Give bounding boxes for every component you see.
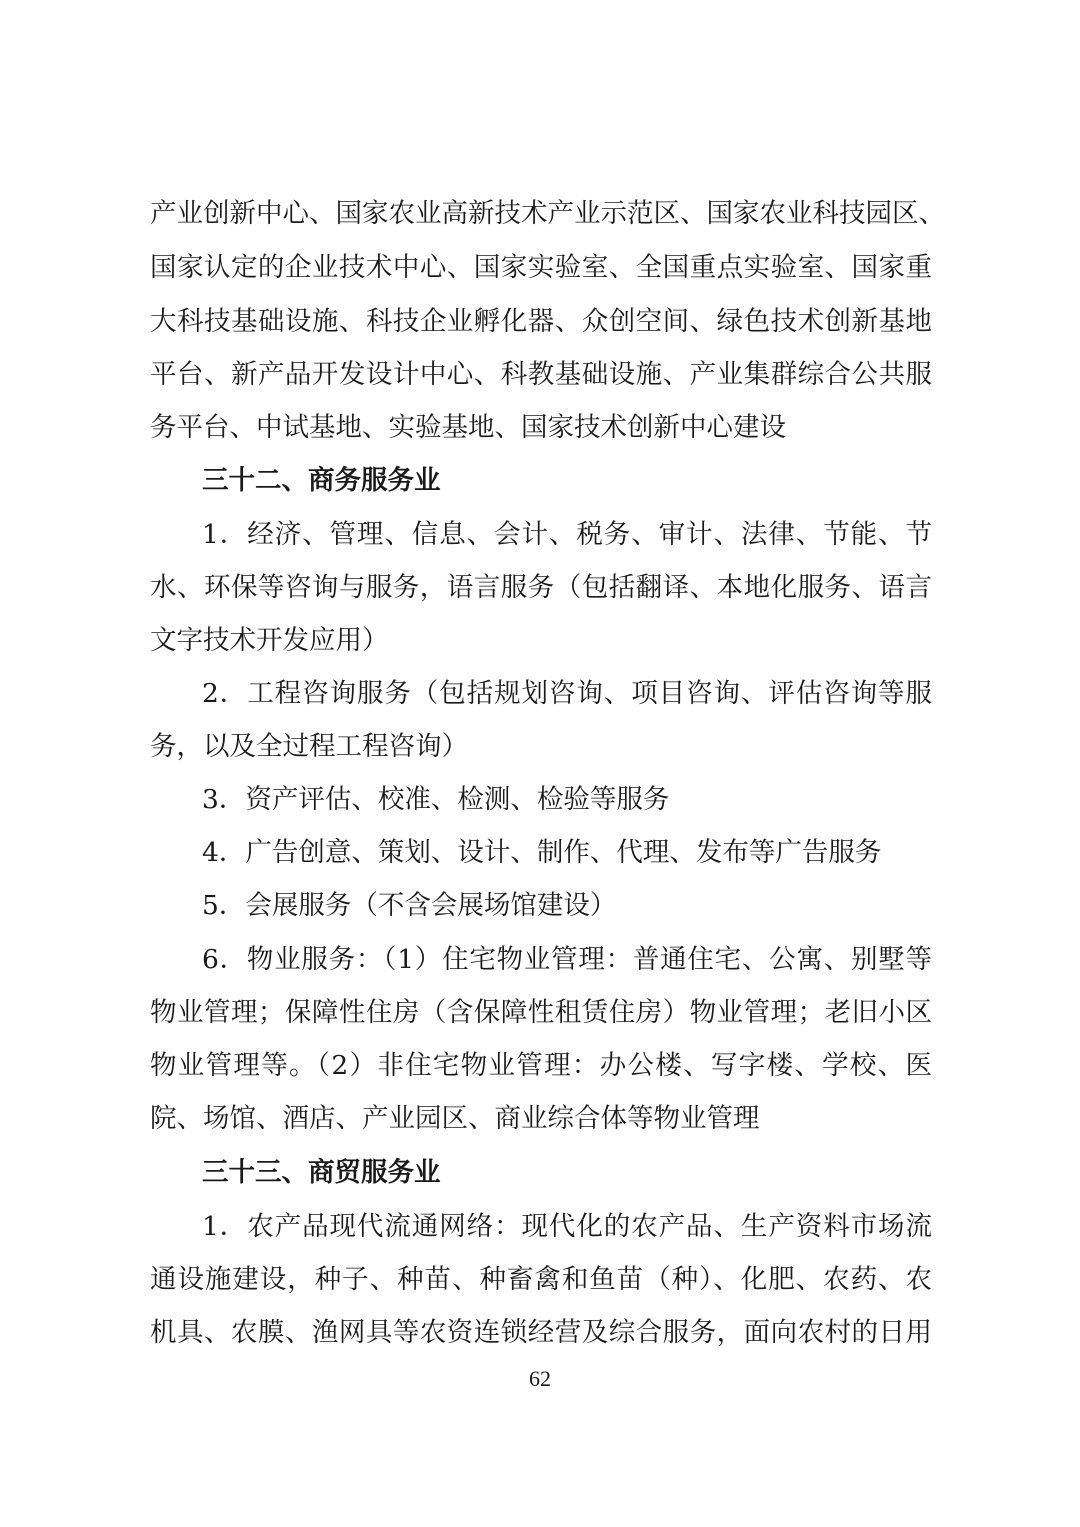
list-item-line: 4．广告创意、策划、设计、制作、代理、发布等广告服务: [202, 837, 882, 868]
text-line: 平台、新产品开发设计中心、科教基础设施、产业集群综合公共服: [150, 359, 932, 390]
list-item-line: 2．工程咨询服务（包括规划咨询、项目咨询、评估咨询等服: [202, 678, 932, 709]
list-item-line: 3．资产评估、校准、检测、检验等服务: [202, 784, 670, 815]
list-item-line: 1．经济、管理、信息、会计、税务、审计、法律、节能、节: [202, 519, 932, 550]
list-item-line: 水、环保等咨询与服务，语言服务（包括翻译、本地化服务、语言: [150, 572, 932, 603]
section-heading: 三十三、商贸服务业: [202, 1157, 441, 1188]
list-item-line: 机具、农膜、渔网具等农资连锁经营及综合服务，面向农村的日用: [150, 1317, 932, 1348]
list-item-line: 务，以及全过程工程咨询）: [150, 731, 468, 762]
list-item-line: 文字技术开发应用）: [150, 625, 389, 656]
text-line: 国家认定的企业技术中心、国家实验室、全国重点实验室、国家重: [150, 252, 932, 283]
text-line: 务平台、中试基地、实验基地、国家技术创新中心建设: [150, 412, 786, 443]
page-number: 62: [529, 1366, 551, 1391]
text-line: 大科技基础设施、科技企业孵化器、众创空间、绿色技术创新基地: [150, 306, 932, 337]
list-item-line: 通设施建设，种子、种苗、种畜禽和鱼苗（种）、化肥、农药、农: [150, 1264, 932, 1295]
list-item-line: 1．农产品现代流通网络：现代化的农产品、生产资料市场流: [202, 1211, 932, 1242]
list-item-line: 6．物业服务：（1）住宅物业管理：普通住宅、公寓、别墅等: [202, 944, 932, 975]
list-item-line: 物业管理等。（2）非住宅物业管理：办公楼、写字楼、学校、医: [150, 1050, 932, 1081]
section-heading: 三十二、商务服务业: [202, 465, 441, 496]
list-item-line: 院、场馆、酒店、产业园区、商业综合体等物业管理: [150, 1103, 760, 1134]
text-line: 产业创新中心、国家农业高新技术产业示范区、国家农业科技园区、: [150, 198, 945, 229]
list-item-line: 5．会展服务（不含会展场馆建设）: [202, 890, 617, 921]
list-item-line: 物业管理；保障性住房（含保障性租赁住房）物业管理；老旧小区: [150, 997, 932, 1028]
